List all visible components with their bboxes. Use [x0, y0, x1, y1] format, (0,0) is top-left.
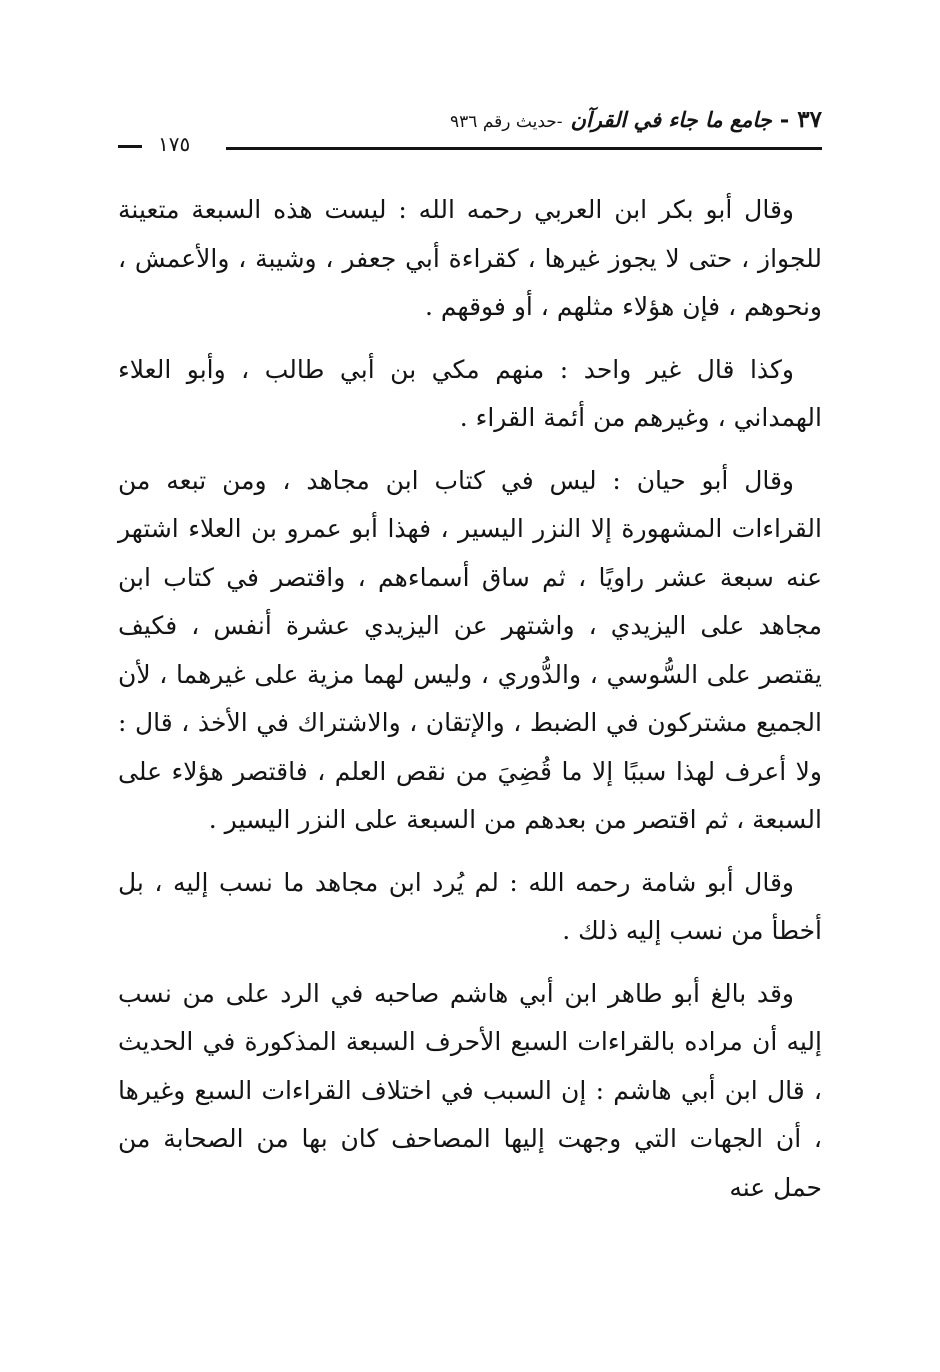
paragraph: وقال أبو حيان : ليس في كتاب ابن مجاهد ، ومن تبعه من القراءات المشهورة إلا النزر اليسير ، فهذا أبو عمرو بن العلاء اشتهر عنه سبعة عشر راويًا ، ثم ساق أسماءهم ، واقتصر في كتاب ابن مجاهد على اليزيدي ، واشتهر عن اليزيدي عشرة أنفس ، فكيف يقتصر على السُّوسي ، والدُّوري ، وليس لهما مزية على غيرهما ، لأن الجميع مشتركون في الضبط ، والإتقان ، والاشتراك في الأخذ ، قال : ولا أعرف لهذا سببًا إلا ما قُضِيَ من نقص العلم ، فاقتصر هؤلاء على السبعة ، ثم اقتصر من بعدهم من السبعة على النزر اليسير . — [118, 465, 822, 834]
chapter-title: جامع ما جاء في القرآن — [570, 107, 772, 132]
header-rule — [226, 147, 822, 150]
chapter-number: ٣٧ - — [779, 106, 822, 133]
running-header — [118, 96, 822, 156]
paragraph: وقال أبو بكر ابن العربي رحمه الله : ليست هذه السبعة متعينة للجواز ، حتى لا يجوز غيرها ، كقراءة أبي جعفر ، وشيبة ، والأعمش ، ونحوهم ، فإن هؤلاء مثلهم ، أو فوقهم . — [118, 195, 822, 321]
header-title — [450, 106, 822, 133]
paragraph: وقد بالغ أبو طاهر ابن أبي هاشم صاحبه في الرد على من نسب إليه أن مراده بالقراءات السبع الأحرف السبعة المذكورة في الحديث ، قال ابن أبي هاشم : إن السبب في اختلاف القراءات السبع وغيرها ، أن الجهات التي وجهت إليها المصاحف كان بها من الصحابة من حمل عنه — [118, 978, 823, 1202]
paragraph: وقال أبو شامة رحمه الله : لم يُرد ابن مجاهد ما نسب إليه ، بل أخطأ من نسب إليه ذلك . — [118, 867, 822, 945]
book-page — [118, 96, 822, 1296]
body-text — [118, 186, 822, 1212]
hadith-reference: -حديث رقم ٩٣٦ — [450, 112, 563, 132]
paragraph: وكذا قال غير واحد : منهم مكي بن أبي طالب ، وأبو العلاء الهمداني ، وغيرهم من أئمة القراء . — [118, 354, 822, 432]
page-number: ١٧٥ — [158, 132, 191, 156]
page-number-dash — [118, 145, 142, 148]
